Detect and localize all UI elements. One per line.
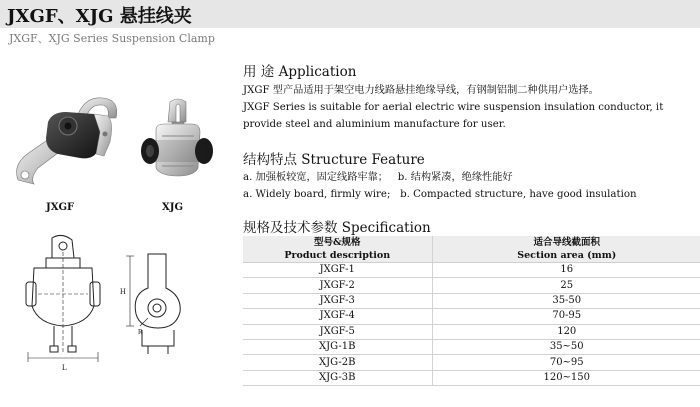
area-cell: 120~150: [432, 370, 700, 385]
page-header: [0, 0, 700, 48]
area-cell: 16: [432, 263, 700, 278]
table-row: [243, 370, 700, 385]
xjg-caption: XJG: [162, 202, 184, 213]
area-cell: 25: [432, 278, 700, 293]
spec-heading: 规格及技术参数 Specification: [243, 220, 431, 236]
dim-label-l: L: [62, 363, 67, 372]
table-row: [243, 339, 700, 354]
area-cell: 35~50: [432, 339, 700, 354]
jxgf-technical-drawing: [18, 234, 108, 374]
model-cell: XJG-3B: [243, 370, 432, 385]
col-model-header: [243, 236, 432, 263]
application-text-en: JXGF Series is suitable for aerial electric wire suspension insulation conductor, it provide steel and aluminium manufacture for user.: [243, 102, 664, 130]
col-area-cn: 适合导线截面积: [533, 237, 600, 248]
table-row: [243, 263, 700, 278]
xjg-technical-drawing: [118, 248, 198, 358]
table-row: [243, 278, 700, 293]
jxgf-drawing-lines: [18, 234, 108, 374]
xjg-product-image: [132, 96, 222, 213]
application-heading: 用 途 Application: [243, 64, 357, 80]
area-cell: 70-95: [432, 309, 700, 324]
application-text-cn: JXGF 型产品适用于架空电力线路悬挂绝缘导线，有钢制铝制二种供用户选择。: [243, 85, 599, 96]
col-model-en: Product description: [284, 250, 391, 261]
xjg-drawing-lines: [118, 248, 198, 358]
area-cell: 70~95: [432, 355, 700, 370]
xjg-clamp-illustration: [132, 96, 222, 196]
col-model-cn: 型号&规格: [313, 237, 361, 248]
jxgf-caption: JXGF: [46, 202, 75, 213]
model-cell: JXGF-5: [243, 324, 432, 339]
spec-section: [243, 216, 431, 236]
jxgf-clamp-illustration: [8, 92, 138, 192]
col-area-en: Section area (mm): [517, 250, 617, 261]
structure-heading: 结构特点 Structure Feature: [243, 152, 425, 168]
table-row: [243, 355, 700, 370]
area-cell: 120: [432, 324, 700, 339]
model-cell: JXGF-3: [243, 293, 432, 308]
table-row: [243, 324, 700, 339]
structure-text-en: a. Widely board, firmly wire; b. Compacted structure, have good insulation: [243, 189, 637, 200]
table-row: [243, 293, 700, 308]
spec-header-row: [243, 236, 700, 263]
area-cell: 35-50: [432, 293, 700, 308]
table-row: [243, 309, 700, 324]
model-cell: JXGF-1: [243, 263, 432, 278]
page-subtitle: JXGF、XJG Series Suspension Clamp: [9, 32, 215, 45]
spec-table: [243, 236, 700, 386]
page-title: JXGF、XJG 悬挂线夹: [7, 6, 192, 27]
structure-section: [243, 148, 698, 203]
structure-text-cn: a. 加强板较宽，固定线路牢靠； b. 结构紧凑，绝缘性能好: [243, 172, 513, 183]
jxgf-product-image: [8, 92, 138, 213]
model-cell: JXGF-2: [243, 278, 432, 293]
dim-label-h: H: [120, 287, 126, 296]
application-section: [243, 60, 698, 133]
col-area-header: [432, 236, 700, 263]
model-cell: XJG-2B: [243, 355, 432, 370]
dim-label-r: R: [138, 328, 143, 336]
model-cell: JXGF-4: [243, 309, 432, 324]
model-cell: XJG-1B: [243, 339, 432, 354]
